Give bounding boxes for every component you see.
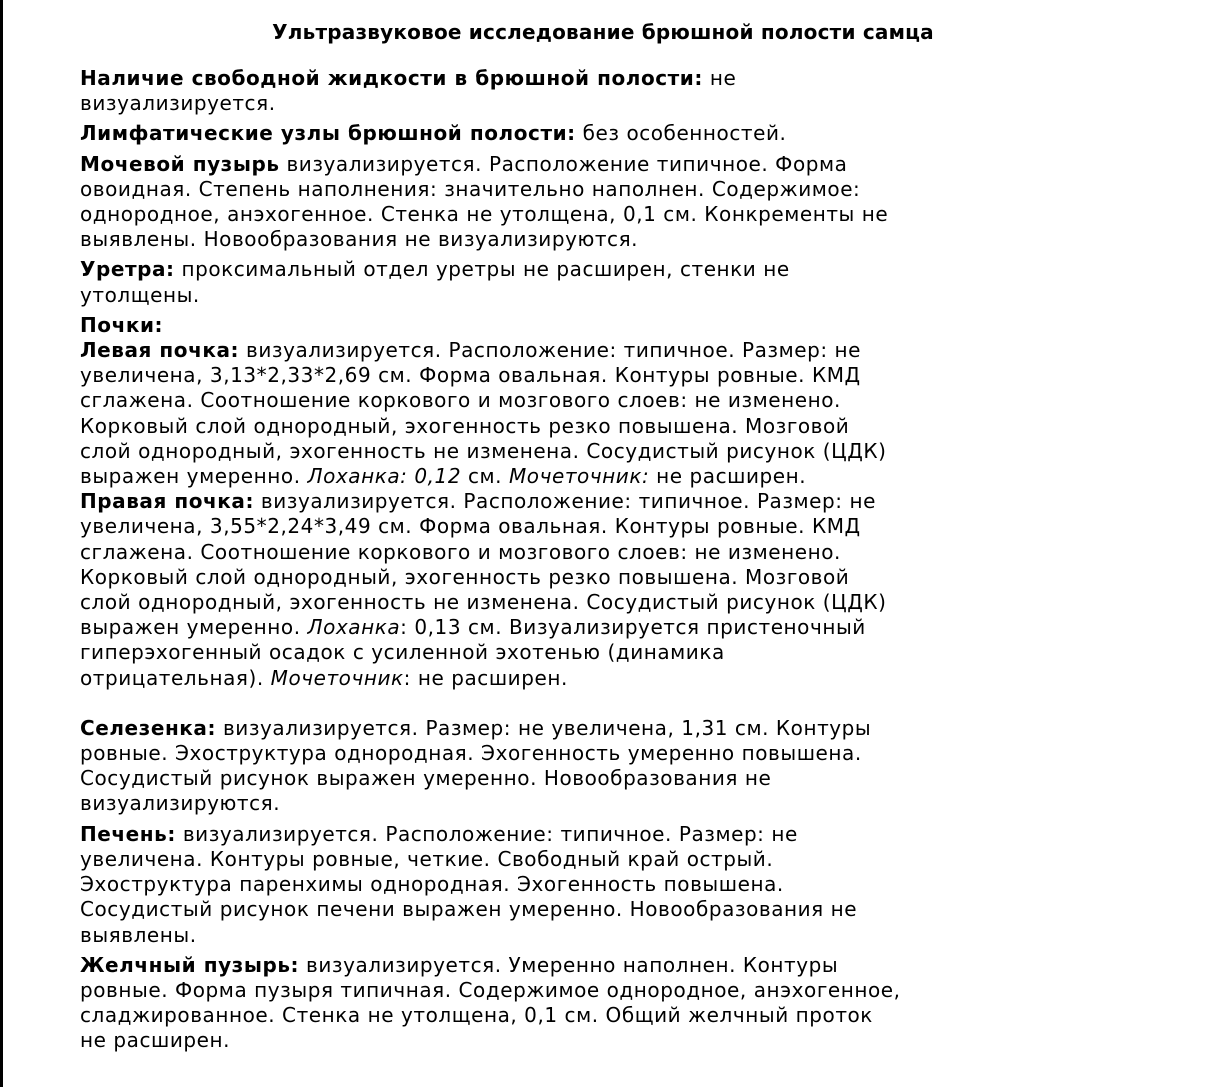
left-kidney-pelvis: Лоханка: 0,12 [307,464,462,489]
spleen-text-line: визуализируются. [80,791,281,816]
left-kidney-text-line: увеличена, 3,13*2,33*2,69 см. Форма овальная. Контуры ровные. КМД [80,363,861,388]
free-fluid-label: Наличие свободной жидкости в брюшной полости: [80,66,703,90]
section-spacer [80,691,1180,716]
bladder-text: визуализируется. Расположение типичное. Форма [279,151,848,176]
left-kidney-text-line: Корковый слой однородный, эхогенность резко повышена. Мозговой [80,413,850,438]
spleen-section [80,716,1180,817]
gallbladder-label: Желчный пузырь: [80,952,300,977]
left-kidney-text: визуализируется. Расположение: типичное. Размер: не [239,338,862,363]
left-kidney-text-line: выражен умеренно. [80,464,308,489]
lymph-nodes-label: Лимфатические узлы брюшной полости: [80,121,576,146]
liver-text: визуализируется. Расположение: типичное. Размер: не [175,821,798,846]
free-fluid-text-line: визуализируется. [80,91,276,116]
free-fluid-text: не [702,66,737,90]
left-kidney-text-line: слой однородный, эхогенность не изменена. Сосудистый рисунок (ЦДК) [80,438,887,463]
right-kidney-text-line: гиперэхогенный осадок с усиленной эхотенью (динамика [80,640,725,665]
left-kidney-text-line: сглажена. Соотношение коркового и мозгового слоев: не изменено. [80,388,841,413]
liver-section [80,822,1180,948]
liver-label: Печень: [80,821,176,846]
free-fluid-section [80,66,1180,116]
report-title: Ультразвуковое исследование брюшной полости самца [272,20,934,44]
urethra-text-line: утолщены. [80,282,200,307]
left-kidney-text-line: см. [461,464,509,489]
right-kidney-label: Правая почка: [80,489,255,514]
liver-text-line: Эхоструктура паренхимы однородная. Эхогенность повышена. [80,872,784,897]
liver-text-line: увеличена. Контуры ровные, четкие. Свободный край острый. [80,846,774,871]
left-kidney-label: Левая почка: [80,338,240,363]
bladder-text-line: овоидная. Степень наполнения: значительно наполнен. Содержимое: [80,176,861,201]
page-left-edge [0,0,3,1087]
bladder-section [80,152,1180,253]
bladder-text-line: однородное, анэхогенное. Стенка не утолщена, 0,1 см. Конкременты не [80,202,889,227]
urethra-label: Уретра: [80,257,175,282]
right-kidney-pelvis: Лоханка [307,615,401,640]
gallbladder-text-line: не расширен. [80,1028,231,1053]
gallbladder-text: визуализируется. Умеренно наполнен. Контуры [299,952,839,977]
right-kidney-text-line: Корковый слой однородный, эхогенность резко повышена. Мозговой [80,564,850,589]
report-document [80,18,1180,1054]
left-kidney-ureter: Мочеточник: [509,464,650,489]
right-kidney-text-line: : 0,13 см. Визуализируется пристеночный [400,615,866,640]
right-kidney-text-line: : не расширен. [403,665,568,690]
urethra-section [80,257,1180,307]
right-kidney-text-line: отрицательная). [80,665,271,690]
spleen-text-line: ровные. Эхоструктура однородная. Эхогенность умеренно повышена. [80,741,862,766]
spleen-text: визуализируется. Размер: не увеличена, 1,31 см. Контуры [216,715,872,740]
kidneys-section [80,313,1180,691]
urethra-text: проксимальный отдел уретры не расширен, стенки не [174,257,790,282]
gallbladder-text-line: сладжированное. Стенка не утолщена, 0,1 см. Общий желчный проток [80,1003,873,1028]
lymph-nodes-section [80,121,1180,146]
gallbladder-text-line: ровные. Форма пузыря типичная. Содержимое однородное, анэхогенное, [80,977,901,1002]
liver-text-line: выявлены. [80,922,197,947]
left-kidney-text-line: не расширен. [649,464,807,489]
spleen-text-line: Сосудистый рисунок выражен умеренно. Новообразования не [80,766,772,791]
kidneys-label: Почки: [80,312,164,337]
spleen-label: Селезенка: [80,715,217,740]
right-kidney-text-line: увеличена, 3,55*2,24*3,49 см. Форма овальная. Контуры ровные. КМД [80,514,861,539]
right-kidney-text-line: слой однородный, эхогенность не изменена. Сосудистый рисунок (ЦДК) [80,590,887,615]
right-kidney-text: визуализируется. Расположение: типичное. Размер: не [254,489,876,514]
right-kidney-text-line: сглажена. Соотношение коркового и мозгового слоев: не изменено. [80,539,841,564]
right-kidney-ureter: Мочеточник [270,665,404,690]
right-kidney-text-line: выражен умеренно. [80,615,308,640]
lymph-nodes-text: без особенностей. [575,121,787,146]
liver-text-line: Сосудистый рисунок печени выражен умеренно. Новообразования не [80,897,858,922]
bladder-text-line: выявлены. Новообразования не визуализируются. [80,227,639,252]
gallbladder-section [80,953,1180,1054]
bladder-label: Мочевой пузырь [80,151,280,176]
